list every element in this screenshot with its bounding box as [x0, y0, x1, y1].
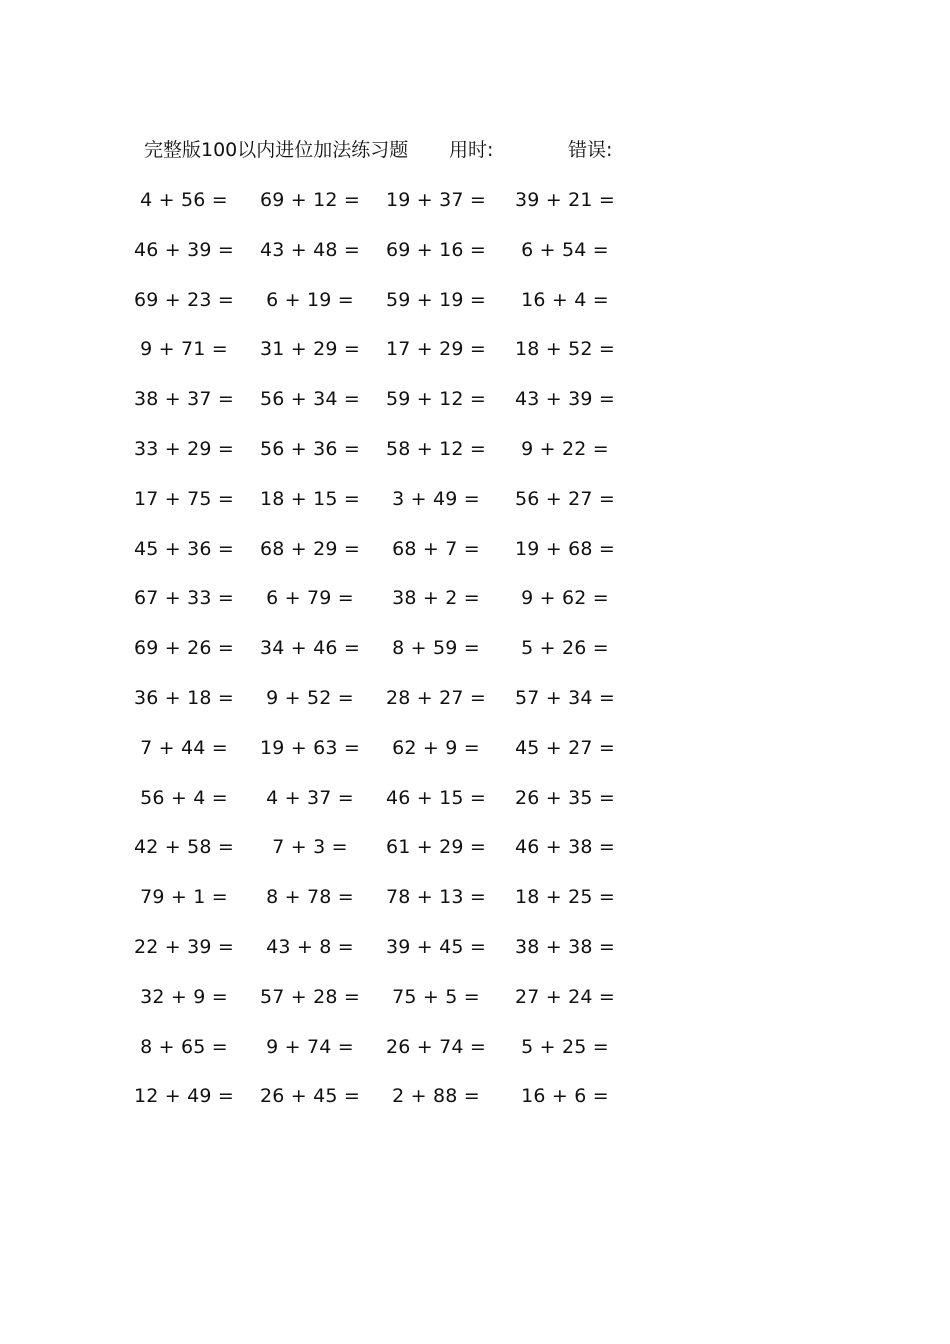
addition-problem: 26 + 45 = [259, 1085, 361, 1108]
addition-problem: 69 + 26 = [133, 637, 235, 660]
addition-problem: 16 + 6 = [521, 1085, 609, 1108]
addition-problem: 67 + 33 = [133, 587, 235, 610]
addition-problem: 62 + 9 = [392, 736, 480, 759]
addition-problem: 56 + 27 = [514, 487, 616, 510]
addition-problem: 19 + 68 = [514, 537, 616, 560]
addition-problem: 69 + 12 = [259, 189, 361, 211]
addition-problem: 68 + 29 = [259, 537, 361, 560]
addition-problem: 34 + 46 = [259, 637, 361, 660]
addition-problem: 8 + 65 = [140, 1035, 228, 1058]
addition-problem: 7 + 44 = [140, 736, 228, 759]
addition-problem: 46 + 39 = [133, 238, 235, 261]
addition-problem: 8 + 59 = [392, 637, 480, 660]
addition-problem: 9 + 62 = [521, 587, 609, 610]
worksheet-title: 完整版100以内进位加法练习题 [144, 139, 409, 161]
problem-row [0, 535, 950, 585]
problem-row [0, 883, 950, 933]
problem-grid [0, 186, 950, 1132]
addition-problem: 79 + 1 = [140, 886, 228, 909]
addition-problem: 16 + 4 = [521, 288, 609, 311]
problem-row [0, 784, 950, 834]
addition-problem: 46 + 38 = [514, 836, 616, 859]
addition-problem: 61 + 29 = [385, 836, 487, 859]
addition-problem: 58 + 12 = [385, 437, 487, 460]
addition-problem: 46 + 15 = [385, 786, 487, 809]
addition-problem: 36 + 18 = [133, 686, 235, 709]
addition-problem: 45 + 36 = [133, 537, 235, 560]
addition-problem: 31 + 29 = [259, 338, 361, 361]
addition-problem: 26 + 74 = [385, 1035, 487, 1058]
addition-problem: 4 + 37 = [266, 786, 354, 809]
addition-problem: 68 + 7 = [392, 537, 480, 560]
problem-row [0, 385, 950, 435]
addition-problem: 4 + 56 = [140, 189, 228, 211]
addition-problem: 18 + 15 = [259, 487, 361, 510]
addition-problem: 38 + 38 = [514, 935, 616, 958]
addition-problem: 59 + 12 = [385, 388, 487, 411]
addition-problem: 56 + 34 = [259, 388, 361, 411]
addition-problem: 75 + 5 = [392, 985, 480, 1008]
addition-problem: 8 + 78 = [266, 886, 354, 909]
addition-problem: 18 + 52 = [514, 338, 616, 361]
addition-problem: 5 + 26 = [521, 637, 609, 660]
addition-problem: 6 + 19 = [266, 288, 354, 311]
addition-problem: 43 + 8 = [266, 935, 354, 958]
addition-problem: 7 + 3 = [272, 836, 348, 859]
problem-row [0, 933, 950, 983]
addition-problem: 57 + 34 = [514, 686, 616, 709]
problem-row [0, 236, 950, 286]
addition-problem: 33 + 29 = [133, 437, 235, 460]
addition-problem: 3 + 49 = [392, 487, 480, 510]
problem-row [0, 1082, 950, 1132]
addition-problem: 32 + 9 = [140, 985, 228, 1008]
problem-row [0, 1033, 950, 1083]
addition-problem: 12 + 49 = [133, 1085, 235, 1108]
problem-row [0, 485, 950, 535]
problem-row [0, 983, 950, 1033]
problem-row [0, 435, 950, 485]
problem-row [0, 634, 950, 684]
addition-problem: 17 + 75 = [133, 487, 235, 510]
addition-problem: 17 + 29 = [385, 338, 487, 361]
problem-row [0, 734, 950, 784]
addition-problem: 57 + 28 = [259, 985, 361, 1008]
addition-problem: 56 + 4 = [140, 786, 228, 809]
addition-problem: 28 + 27 = [385, 686, 487, 709]
addition-problem: 78 + 13 = [385, 886, 487, 909]
addition-problem: 9 + 74 = [266, 1035, 354, 1058]
addition-problem: 9 + 71 = [140, 338, 228, 361]
addition-problem: 38 + 37 = [133, 388, 235, 411]
addition-problem: 39 + 45 = [385, 935, 487, 958]
time-used-label: 用时: [449, 139, 494, 161]
addition-problem: 22 + 39 = [133, 935, 235, 958]
addition-problem: 43 + 39 = [514, 388, 616, 411]
problem-row [0, 186, 950, 236]
problem-row [0, 584, 950, 634]
errors-label: 错误: [568, 139, 613, 161]
addition-problem: 9 + 22 = [521, 437, 609, 460]
addition-problem: 42 + 58 = [133, 836, 235, 859]
addition-problem: 19 + 37 = [385, 189, 487, 211]
addition-problem: 69 + 23 = [133, 288, 235, 311]
addition-problem: 5 + 25 = [521, 1035, 609, 1058]
addition-problem: 69 + 16 = [385, 238, 487, 261]
addition-problem: 19 + 63 = [259, 736, 361, 759]
problem-row [0, 684, 950, 734]
addition-problem: 43 + 48 = [259, 238, 361, 261]
addition-problem: 56 + 36 = [259, 437, 361, 460]
addition-problem: 45 + 27 = [514, 736, 616, 759]
addition-problem: 26 + 35 = [514, 786, 616, 809]
addition-problem: 27 + 24 = [514, 985, 616, 1008]
addition-problem: 59 + 19 = [385, 288, 487, 311]
addition-problem: 39 + 21 = [514, 189, 616, 211]
problem-row [0, 286, 950, 336]
addition-problem: 6 + 79 = [266, 587, 354, 610]
addition-problem: 6 + 54 = [521, 238, 609, 261]
problem-row [0, 335, 950, 385]
problem-row [0, 833, 950, 883]
addition-problem: 2 + 88 = [392, 1085, 480, 1108]
addition-problem: 18 + 25 = [514, 886, 616, 909]
addition-problem: 9 + 52 = [266, 686, 354, 709]
addition-problem: 38 + 2 = [392, 587, 480, 610]
